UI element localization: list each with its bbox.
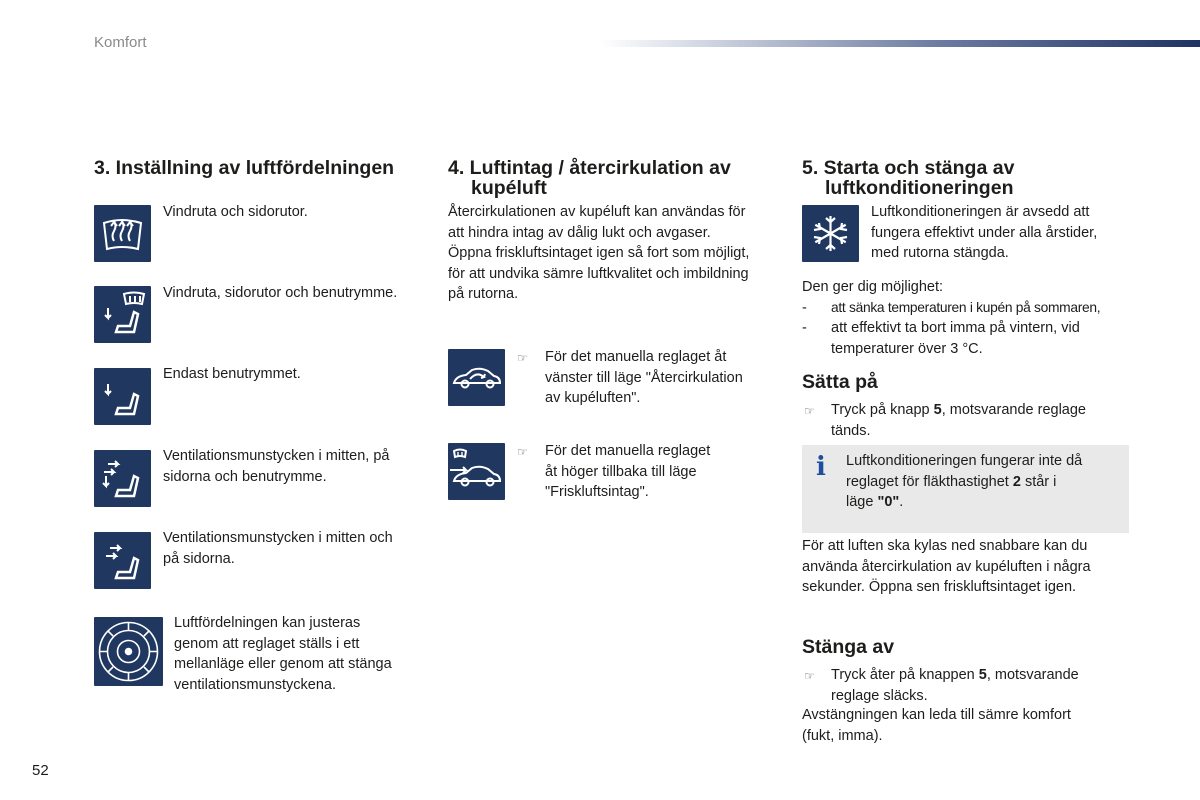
ac-benefit-1: att sänka temperaturen i kupén på sommaren, — [831, 300, 1101, 315]
line: Luftfördelningen kan justeras — [174, 615, 361, 631]
recirculation-car-icon — [448, 349, 505, 406]
footwell-icon — [94, 368, 151, 425]
distribution-dial-text — [174, 613, 392, 695]
distribution-dial-icon — [94, 617, 163, 686]
text-span: läge — [846, 494, 878, 510]
line: För det manuella reglaget åt — [545, 349, 727, 365]
heading-line: luftkonditioneringen — [825, 177, 1014, 199]
text-span: står i — [1020, 473, 1057, 490]
line: Öppna friskluftsintaget igen så fort som möjligt, — [448, 245, 750, 261]
line: fungera effektivt under alla årstider, — [871, 224, 1098, 241]
switch-on-heading: Sätta på — [802, 371, 878, 393]
distribution-text-2: Vindruta, sidorutor och benutrymme. — [163, 285, 398, 301]
speed-number: 2 — [1012, 473, 1021, 490]
page-number: 52 — [32, 762, 49, 779]
line — [846, 472, 1082, 493]
col3-heading — [802, 158, 1014, 198]
ac-description — [871, 202, 1097, 264]
line: temperaturer över 3 °C. — [831, 340, 983, 357]
line: Återcirkulationen av kupéluft kan användas för — [448, 204, 746, 220]
line: använda återcirkulation av kupéluften i några — [802, 558, 1091, 575]
fresh-air-text — [545, 441, 710, 503]
line: på rutorna. — [448, 286, 519, 302]
bullet-icon: ☞ — [804, 669, 815, 683]
col1-heading: 3. Inställning av luftfördelningen — [94, 157, 395, 179]
bullet-icon: ☞ — [517, 445, 528, 459]
line: sidorna och benutrymme. — [163, 468, 327, 485]
switch-off-text — [831, 665, 1079, 706]
switch-off-heading: Stänga av — [802, 636, 895, 658]
line: ventilationsmunstyckena. — [174, 676, 336, 693]
line: reglage släcks. — [831, 687, 928, 704]
line: Luftkonditioneringen är avsedd att — [871, 204, 1090, 220]
distribution-text-4 — [163, 446, 389, 487]
dash-icon: - — [802, 320, 807, 336]
heading-line: 5. Starta och stänga av — [802, 157, 1015, 179]
line: "Friskluftsintag". — [545, 484, 649, 500]
cooling-tip — [802, 536, 1091, 598]
bullet-icon: ☞ — [804, 404, 815, 418]
ac-possibility-intro: Den ger dig möjlighet: — [802, 279, 944, 295]
distribution-text-3: Endast benutrymmet. — [163, 366, 301, 382]
line: att effektivt ta bort imma på vintern, vid — [831, 320, 1080, 336]
recirculation-text — [545, 347, 743, 409]
line: För det manuella reglaget — [545, 443, 711, 459]
line: Luftkonditioneringen fungerar inte då — [846, 453, 1083, 469]
line: sekunder. Öppna sen friskluftsintaget igen. — [802, 579, 1077, 595]
windshield-defrost-icon — [94, 205, 151, 262]
ac-benefit-2 — [831, 318, 1080, 359]
section-title: Komfort — [94, 34, 147, 51]
line: Ventilationsmunstycken i mitten och — [163, 530, 393, 546]
text-span: . — [899, 494, 904, 510]
heading-line: 4. Luftintag / återcirkulation av — [448, 157, 731, 179]
line: tänds. — [831, 422, 871, 439]
text-span: Tryck åter på knappen — [831, 667, 979, 683]
line: genom att reglaget ställs i ett — [174, 635, 360, 652]
button-number: 5 — [978, 667, 987, 683]
info-text — [846, 451, 1082, 513]
line: Ventilationsmunstycken i mitten, på — [163, 448, 390, 464]
switch-off-note — [802, 705, 1071, 746]
line — [846, 492, 1082, 513]
dash-icon: - — [802, 300, 807, 316]
heading-line: kupéluft — [471, 177, 547, 199]
line: för att undvika sämre luftkvalitet och imbildning — [448, 265, 749, 282]
line: att hindra intag av dålig lukt och avgaser. — [448, 224, 711, 241]
text-span: , motsvarande — [986, 667, 1079, 683]
switch-on-text — [831, 400, 1086, 441]
line: på sidorna. — [163, 550, 235, 567]
line: Avstängningen kan leda till sämre komfort — [802, 707, 1071, 723]
zero-position: "0" — [877, 494, 900, 510]
distribution-text-5 — [163, 528, 393, 569]
line — [831, 400, 1086, 421]
text-span: reglaget för fläkthastighet — [846, 473, 1013, 490]
distribution-text-1: Vindruta och sidorutor. — [163, 204, 308, 220]
line: vänster till läge "Återcirkulation — [545, 369, 743, 386]
vents-and-footwell-icon — [94, 450, 151, 507]
recirculation-intro — [448, 202, 749, 305]
text-span: Tryck på knapp — [831, 402, 934, 418]
button-number: 5 — [933, 402, 942, 418]
header-decorative-bar — [600, 40, 1200, 47]
line: mellanläge eller genom att stänga — [174, 656, 392, 672]
fresh-air-car-icon — [448, 443, 505, 500]
bullet-icon: ☞ — [517, 351, 528, 365]
line: av kupéluften". — [545, 390, 641, 406]
text-span: , motsvarande reglage — [941, 402, 1086, 418]
windshield-and-cabin-icon — [94, 286, 151, 343]
line — [831, 665, 1079, 686]
line: För att luften ska kylas ned snabbare kan du — [802, 538, 1088, 554]
snowflake-icon — [802, 205, 859, 262]
line: (fukt, imma). — [802, 727, 883, 744]
col2-heading — [448, 158, 731, 198]
center-side-vents-icon — [94, 532, 151, 589]
line: med rutorna stängda. — [871, 245, 1009, 261]
line: åt höger tillbaka till läge — [545, 463, 697, 480]
info-icon: i — [816, 452, 826, 482]
